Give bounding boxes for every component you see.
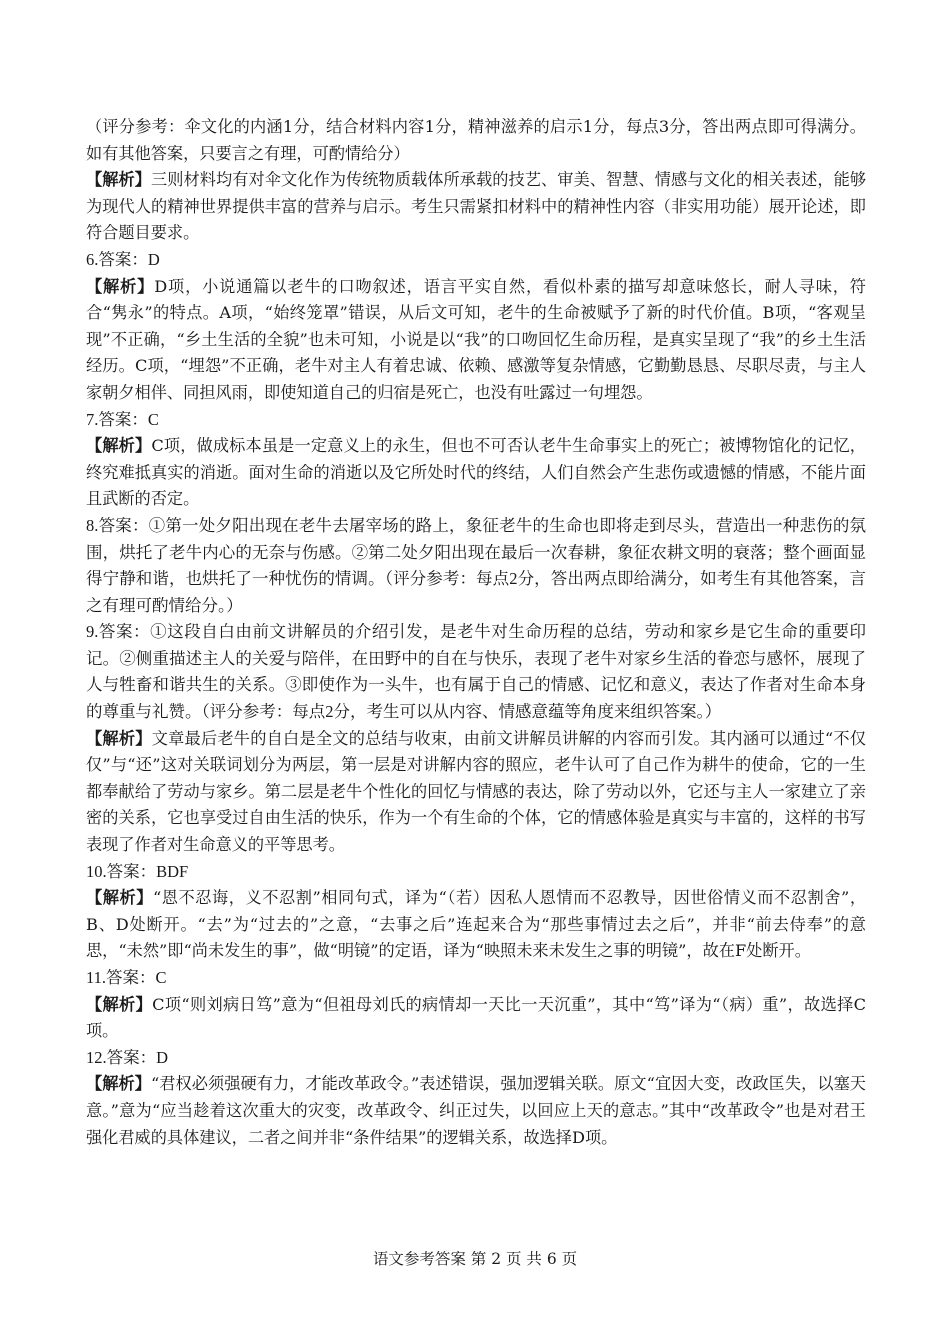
analysis-paragraph — [86, 274, 866, 407]
analysis-paragraph — [86, 167, 866, 247]
answer-text: 12.答案：D — [86, 1047, 169, 1067]
answer-text: 8.答案：①第一处夕阳出现在老牛去屠宰场的路上，象征老牛的生命也即将走到尽头，营造出一种悲伤的氛围，烘托了老牛内心的无奈与伤感。②第二处夕阳出现在最后一次春耕，象征农耕文明的衰落；整个画面显得宁静和谐，也烘托了一种忧伤的情调。（评分参考：每点2分，答出两点即给满分，如考生有其他答案，言之有理可酌情给分。） — [86, 515, 866, 615]
analysis-tag: 【解析】 — [86, 888, 153, 908]
answer-line — [86, 859, 866, 886]
page-footer: 语文参考答案 第 2 页 共 6 页 — [372, 1250, 578, 1268]
answer-text: 9.答案：①这段自白由前文讲解员的介绍引发，是老牛对生命历程的总结，劳动和家乡是它生命的重要印记。②侧重描述主人的关爱与陪伴，在田野中的自在与快乐，表现了老牛对家乡生活的眷恋与感怀，展现了人与牲畜和谐共生的关系。③即使作为一头牛，也有属于自己的情感、记忆和意义，表达了作者对生命本身的尊重与礼赞。（评分参考：每点2分，考生可以从内容、情感意蕴等角度来组织答案。） — [86, 622, 866, 722]
document-body — [86, 114, 866, 1151]
answer-line — [86, 965, 866, 992]
analysis-tag: 【解析】 — [86, 728, 152, 748]
paragraph-text: “恩不忍诲，义不忍割”相同句式，译为“（若）因私人恩情而不忍教导，因世俗情义而不忍割舍”，B、D处断开。“去”为“过去的”之意，“去事之后”连起来合为“那些事情过去之后”，并非“前去侍奉”的意思，“未然”即“尚未发生的事”，做“明镜”的定语，译为“映照未来未发生之事的明镜”，故在F处断开。 — [86, 888, 867, 961]
scoring-note — [86, 114, 866, 167]
analysis-tag: 【解析】 — [86, 994, 153, 1014]
answer-text: 6.答案：D — [86, 249, 160, 269]
analysis-paragraph — [86, 1071, 866, 1151]
answer-line — [86, 407, 866, 434]
analysis-paragraph — [86, 885, 866, 965]
paragraph-text: “君权必须强硬有力，才能改革政令。”表述错误，强加逻辑关联。原文“宜因大变，改政匡失，以塞天意。”意为“应当趁着这次重大的灾变，改革政令、纠正过失，以回应上天的意志。”其中“改革政令”也是对君王强化君威的具体建议，二者之间并非“条件结果”的逻辑关系，故选择D项。 — [86, 1074, 866, 1147]
answer-text: 10.答案：BDF — [86, 861, 189, 881]
answer-line — [86, 247, 866, 274]
answer-paragraph — [86, 513, 866, 619]
analysis-tag: 【解析】 — [86, 170, 152, 190]
paragraph-text: （评分参考：伞文化的内涵1分，结合材料内容1分，精神滋养的启示1分，每点3分，答出两点即可得满分。如有其他答案，只要言之有理，可酌情给分） — [86, 117, 866, 163]
analysis-tag: 【解析】 — [86, 1074, 151, 1094]
paragraph-text: C项“则刘病日笃”意为“但祖母刘氏的病情却一天比一天沉重”，其中“笃”译为“（病）重”，故选择C项。 — [86, 994, 867, 1041]
answer-text: 7.答案：C — [86, 409, 159, 429]
analysis-paragraph — [86, 992, 866, 1045]
analysis-tag: 【解析】 — [86, 436, 152, 456]
paragraph-text: C项，做成标本虽是一定意义上的永生，但也不可否认老牛生命事实上的死亡；被博物馆化的记忆，终究难抵真实的消逝。面对生命的消逝以及它所处时代的终结，人们自然会产生悲伤或遗憾的情感，不能片面且武断的否定。 — [86, 436, 866, 509]
paragraph-text: D项，小说通篇以老牛的口吻叙述，语言平实自然，看似朴素的描写却意味悠长，耐人寻味，符合“隽永”的特点。A项，“始终笼罩”错误，从后文可知，老牛的生命被赋予了新的时代价值。B项，“客观呈现”不正确，“乡土生活的全貌”也未可知，小说是以“我”的口吻回忆生命历程，是真实呈现了“我”的乡土生活经历。C项，“埋怨”不正确，老牛对主人有着忠诚、依赖、感激等复杂情感，它勤勤恳恳、尽职尽责，与主人家朝夕相伴、同担风雨，即使知道自己的归宿是死亡，也没有吐露过一句埋怨。 — [86, 276, 866, 402]
answer-line — [86, 1045, 866, 1072]
analysis-paragraph — [86, 726, 866, 859]
answer-paragraph — [86, 619, 866, 725]
answer-text: 11.答案：C — [86, 968, 167, 987]
paragraph-text: 三则材料均有对伞文化作为传统物质载体所承载的技艺、审美、智慧、情感与文化的相关表述，能够为现代人的精神世界提供丰富的营养与启示。考生只需紧扣材料中的精神性内容（非实用功能）展开论述，即符合题目要求。 — [86, 170, 867, 243]
analysis-tag: 【解析】 — [86, 276, 155, 296]
analysis-paragraph — [86, 433, 866, 513]
paragraph-text: 文章最后老牛的自白是全文的总结与收束，由前文讲解员讲解的内容而引发。其内涵可以通过“不仅仅”与“还”这对关联词划分为两层，第一层是对讲解内容的照应，老牛认可了自己作为耕牛的使命，它的一生都奉献给了劳动与家乡。第二层是老牛个性化的回忆与情感的表达，除了劳动以外，它还与主人一家建立了亲密的关系，它也享受过自由生活的快乐，作为一个有生命的个体，它的情感体验是真实与丰富的，这样的书写表现了作者对生命意义的平等思考。 — [86, 728, 867, 855]
